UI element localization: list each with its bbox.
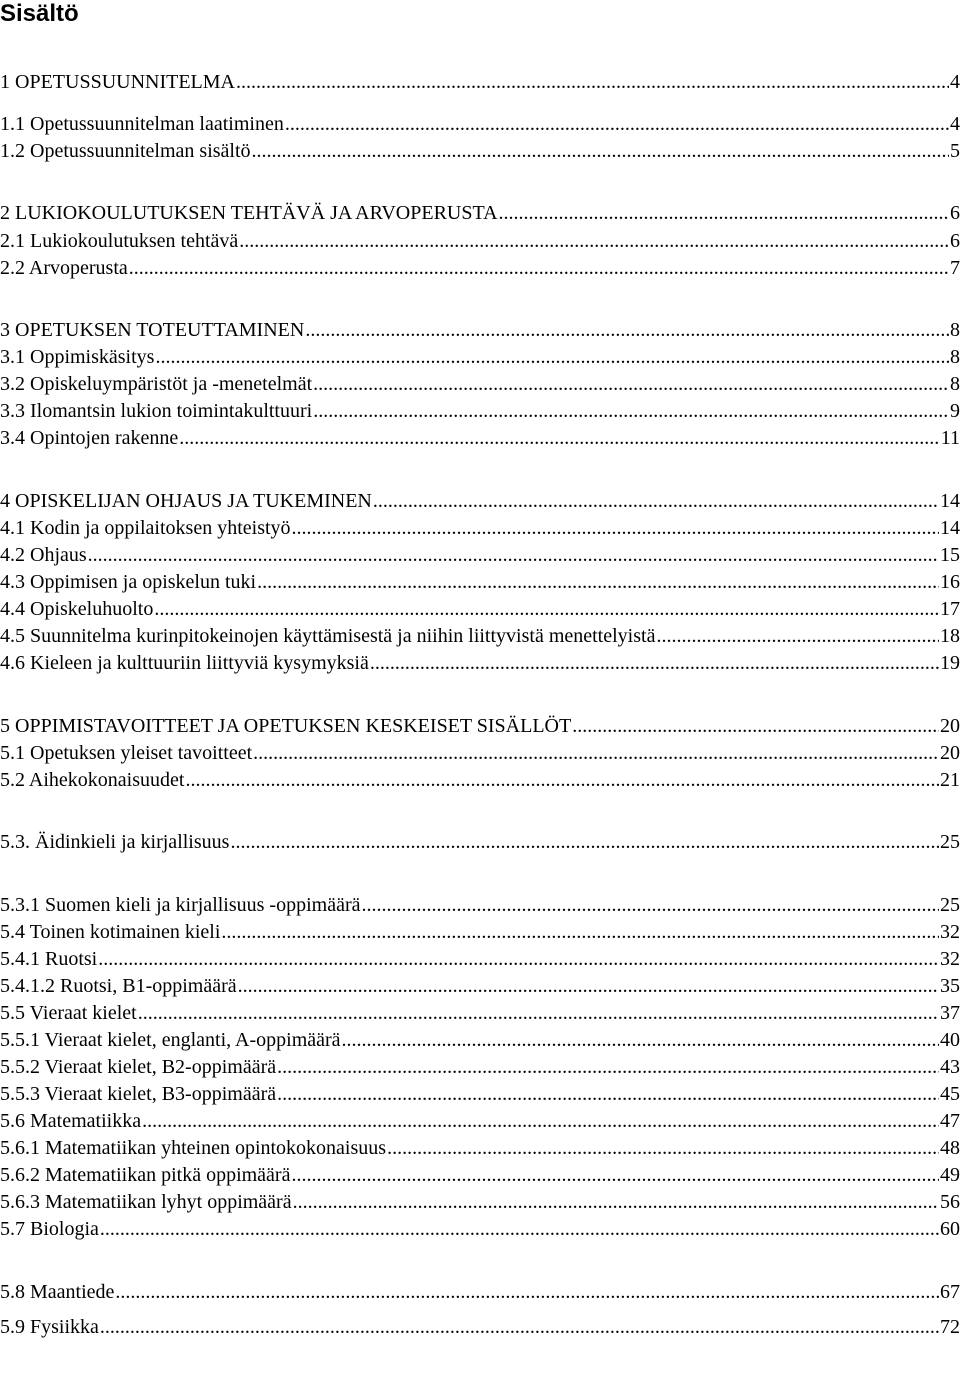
toc-entry-label: 3.4 Opintojen rakenne <box>0 427 179 449</box>
toc-entry-label: 5.4.1.2 Ruotsi, B1-oppimäärä <box>0 975 237 997</box>
toc-dot-leader <box>656 624 939 648</box>
toc-page-number: 14 <box>940 517 960 539</box>
toc-dot-leader <box>293 1190 939 1214</box>
toc-page-number: 8 <box>950 373 960 395</box>
toc-dot-leader <box>138 1001 939 1025</box>
toc-entry-label: 3.2 Opiskeluympäristöt ja -menetelmät <box>0 373 313 395</box>
toc-dot-leader <box>179 426 939 450</box>
toc-entry-label: 5.3.1 Suomen kieli ja kirjallisuus -oppimäärä <box>0 894 361 916</box>
toc-entry-label: 2.1 Lukiokoulutuksen tehtävä <box>0 230 239 252</box>
toc-dot-leader <box>313 399 949 423</box>
toc-entry[interactable] <box>0 768 960 792</box>
toc-page-number: 25 <box>940 831 960 853</box>
toc-page-number: 4 <box>950 113 960 135</box>
toc-entry-label: 3.1 Oppimiskäsitys <box>0 346 155 368</box>
toc-entry-label: 5.6.2 Matematiikan pitkä oppimäärä <box>0 1164 291 1186</box>
toc-dot-leader <box>142 1109 939 1133</box>
toc-entry-label: 4.1 Kodin ja oppilaitoksen yhteistyö <box>0 517 291 539</box>
toc-entry[interactable] <box>0 372 960 396</box>
toc-heading: Sisältö <box>0 0 79 27</box>
toc-entry-label: 1 OPETUSSUUNNITELMA <box>0 71 235 93</box>
toc-entry-label: 5.5.1 Vieraat kielet, englanti, A-oppimäärä <box>0 1029 341 1051</box>
toc-entry-label: 5.4.1 Ruotsi <box>0 948 98 970</box>
toc-entry-label: 1.2 Opetussuunnitelman sisältö <box>0 140 251 162</box>
toc-entry-label: 4.3 Oppimisen ja opiskelun tuki <box>0 571 257 593</box>
toc-entry-label: 5.6 Matematiikka <box>0 1110 142 1132</box>
toc-entry-label: 5.5.2 Vieraat kielet, B2-oppimäärä <box>0 1056 277 1078</box>
toc-page-number: 11 <box>940 427 960 449</box>
toc-entry[interactable] <box>0 399 960 423</box>
toc-entry[interactable] <box>0 651 960 675</box>
toc-page-number: 72 <box>940 1316 960 1338</box>
toc-entry-label: 4.2 Ohjaus <box>0 544 87 566</box>
toc-entry[interactable] <box>0 974 960 998</box>
toc-entry[interactable] <box>0 830 960 854</box>
toc-page-number: 35 <box>940 975 960 997</box>
toc-entry[interactable] <box>0 426 960 450</box>
toc-dot-leader <box>277 1055 939 1079</box>
toc-entry-label: 4.4 Opiskeluhuolto <box>0 598 154 620</box>
toc-entry[interactable] <box>0 1028 960 1052</box>
toc-dot-leader <box>291 1163 939 1187</box>
toc-entry[interactable] <box>0 1217 960 1241</box>
toc-entry-label: 4.5 Suunnitelma kurinpitokeinojen käyttämisestä ja niihin liittyvistä menettelyistä <box>0 625 656 647</box>
toc-entry[interactable] <box>0 1163 960 1187</box>
toc-page-number: 60 <box>940 1218 960 1240</box>
toc-dot-leader <box>292 516 939 540</box>
toc-entry-label: 5.7 Biologia <box>0 1218 99 1240</box>
toc-page-number: 16 <box>940 571 960 593</box>
toc-entry[interactable] <box>0 139 960 163</box>
toc-entry[interactable] <box>0 1109 960 1133</box>
toc-entry[interactable] <box>0 1190 960 1214</box>
toc-dot-leader <box>115 1280 939 1304</box>
toc-dot-leader <box>362 893 940 917</box>
toc-page-number: 21 <box>940 769 960 791</box>
toc-dot-leader <box>238 974 939 998</box>
toc-page-number: 32 <box>940 921 960 943</box>
toc-entry-label: 5.6.1 Matematiikan yhteinen opintokokonaisuus <box>0 1137 387 1159</box>
toc-entry[interactable] <box>0 741 960 765</box>
toc-entry[interactable] <box>0 624 960 648</box>
toc-page-number: 14 <box>940 490 960 512</box>
toc-dot-leader <box>257 570 939 594</box>
toc-page-number: 19 <box>940 652 960 674</box>
toc-entry-label: 3.3 Ilomantsin lukion toimintakulttuuri <box>0 400 313 422</box>
toc-dot-leader <box>100 1315 939 1339</box>
toc-entry[interactable] <box>0 1001 960 1025</box>
toc-entry-label: 4 OPISKELIJAN OHJAUS JA TUKEMINEN <box>0 490 372 512</box>
toc-entry[interactable] <box>0 920 960 944</box>
toc-entry[interactable] <box>0 1055 960 1079</box>
toc-entry-label: 5.3. Äidinkieli ja kirjallisuus <box>0 831 230 853</box>
toc-dot-leader <box>236 70 949 94</box>
toc-entry-label: 4.6 Kieleen ja kulttuuriin liittyviä kysymyksiä <box>0 652 369 674</box>
toc-dot-leader <box>572 714 939 738</box>
toc-entry[interactable] <box>0 112 960 136</box>
toc-entry[interactable] <box>0 489 960 513</box>
toc-page-number: 43 <box>940 1056 960 1078</box>
toc-dot-leader <box>373 489 939 513</box>
toc-entry[interactable] <box>0 318 960 342</box>
toc-entry-label: 1.1 Opetussuunnitelman laatiminen <box>0 113 284 135</box>
toc-page-number: 5 <box>950 140 960 162</box>
toc-entry[interactable] <box>0 70 960 94</box>
toc-page-number: 6 <box>950 202 960 224</box>
toc-entry[interactable] <box>0 893 960 917</box>
toc-dot-leader <box>387 1136 939 1160</box>
toc-dot-leader <box>185 768 939 792</box>
toc-page-number: 25 <box>940 894 960 916</box>
toc-dot-leader <box>154 597 939 621</box>
toc-page-number: 56 <box>940 1191 960 1213</box>
toc-entry-label: 3 OPETUKSEN TOTEUTTAMINEN <box>0 319 305 341</box>
toc-entry[interactable] <box>0 516 960 540</box>
toc-entry-label: 5.5.3 Vieraat kielet, B3-oppimäärä <box>0 1083 277 1105</box>
toc-dot-leader <box>313 372 949 396</box>
toc-entry-label: 2 LUKIOKOULUTUKSEN TEHTÄVÄ JA ARVOPERUSTA <box>0 202 498 224</box>
toc-entry[interactable] <box>0 597 960 621</box>
toc-page-number: 17 <box>940 598 960 620</box>
toc-dot-leader <box>155 345 949 369</box>
toc-entry[interactable] <box>0 1280 960 1304</box>
toc-page-number: 45 <box>940 1083 960 1105</box>
toc-entry-label: 5.4 Toinen kotimainen kieli <box>0 921 221 943</box>
toc-entry-label: 2.2 Arvoperusta <box>0 257 128 279</box>
toc-page-number: 6 <box>950 230 960 252</box>
toc-dot-leader <box>230 830 939 854</box>
toc-entry[interactable] <box>0 1315 960 1339</box>
toc-dot-leader <box>285 112 949 136</box>
toc-entry-label: 5.8 Maantiede <box>0 1281 115 1303</box>
toc-entry-label: 5.2 Aihekokonaisuudet <box>0 769 185 791</box>
toc-dot-leader <box>98 947 939 971</box>
toc-page-number: 32 <box>940 948 960 970</box>
toc-dot-leader <box>253 741 939 765</box>
toc-entry[interactable] <box>0 543 960 567</box>
toc-dot-leader <box>100 1217 939 1241</box>
toc-entry[interactable] <box>0 714 960 738</box>
toc-page-number: 7 <box>950 257 960 279</box>
toc-page-number: 37 <box>940 1002 960 1024</box>
toc-page-number: 49 <box>940 1164 960 1186</box>
toc-dot-leader <box>305 318 949 342</box>
toc-dot-leader <box>221 920 939 944</box>
toc-dot-leader <box>342 1028 939 1052</box>
toc-entry-label: 5.5 Vieraat kielet <box>0 1002 137 1024</box>
toc-page-number: 9 <box>950 400 960 422</box>
toc-page-number: 48 <box>940 1137 960 1159</box>
toc-page-number: 67 <box>940 1281 960 1303</box>
toc-page-number: 8 <box>950 346 960 368</box>
toc-dot-leader <box>499 201 949 225</box>
toc-dot-leader <box>370 651 939 675</box>
toc-entry-label: 5.6.3 Matematiikan lyhyt oppimäärä <box>0 1191 292 1213</box>
toc-page-number: 40 <box>940 1029 960 1051</box>
toc-entry[interactable] <box>0 201 960 225</box>
toc-entry[interactable] <box>0 1136 960 1160</box>
toc-entry-label: 5.9 Fysiikka <box>0 1316 99 1338</box>
toc-page-number: 18 <box>940 625 960 647</box>
toc-entry[interactable] <box>0 1082 960 1106</box>
toc-dot-leader <box>88 543 939 567</box>
toc-page-number: 47 <box>940 1110 960 1132</box>
toc-entry[interactable] <box>0 947 960 971</box>
toc-page-number: 20 <box>940 742 960 764</box>
toc-dot-leader <box>277 1082 939 1106</box>
toc-entry-label: 5 OPPIMISTAVOITTEET JA OPETUKSEN KESKEISET SISÄLLÖT <box>0 715 572 737</box>
toc-page-number: 15 <box>940 544 960 566</box>
toc-page-number: 4 <box>950 71 960 93</box>
toc-dot-leader <box>129 256 949 280</box>
toc-entry[interactable] <box>0 229 960 253</box>
toc-entry-label: 5.1 Opetuksen yleiset tavoitteet <box>0 742 253 764</box>
toc-entry[interactable] <box>0 256 960 280</box>
toc-dot-leader <box>239 229 949 253</box>
toc-page-number: 20 <box>940 715 960 737</box>
toc-dot-leader <box>252 139 949 163</box>
toc-entry[interactable] <box>0 345 960 369</box>
toc-page-number: 8 <box>950 319 960 341</box>
toc-entry[interactable] <box>0 570 960 594</box>
